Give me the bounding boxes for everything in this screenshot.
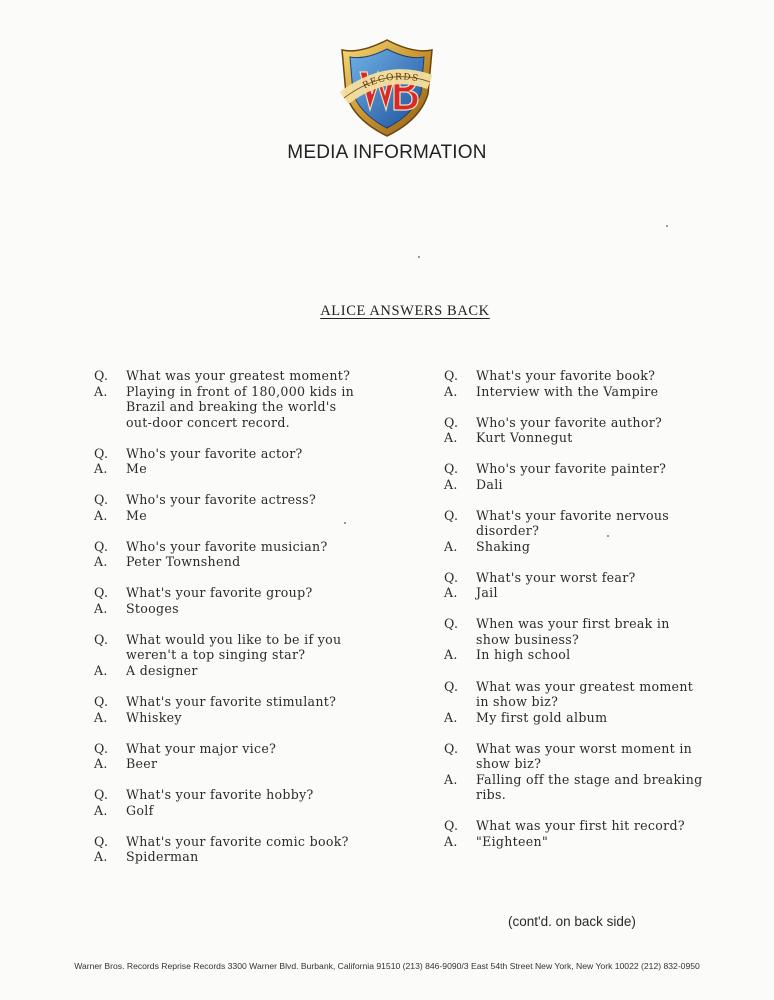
question-label: Q.: [444, 616, 459, 632]
question-label: Q.: [94, 492, 109, 508]
answer-label: A.: [444, 709, 458, 725]
scan-speck: [344, 522, 346, 524]
answer-label: A.: [444, 538, 458, 554]
question-text: What's your favorite nervous: [476, 507, 670, 523]
question-label: Q.: [94, 538, 109, 554]
question-text: show business?: [476, 631, 580, 647]
question-label: Q.: [94, 740, 109, 756]
question-line: [444, 368, 734, 384]
right-qa-column: [444, 368, 734, 849]
answer-text: Golf: [126, 802, 154, 818]
answer-text: Peter Townshend: [126, 554, 241, 570]
answer-line: [94, 663, 394, 679]
qa-item: [444, 415, 734, 446]
question-label: Q.: [94, 787, 109, 803]
qa-item: [444, 679, 734, 726]
question-text: What was your greatest moment?: [126, 368, 351, 383]
qa-item: [94, 368, 394, 430]
answer-line: [94, 554, 394, 570]
qa-item: [444, 818, 734, 849]
question-line: [94, 787, 394, 803]
answer-line: [444, 772, 734, 788]
question-label: [94, 647, 126, 663]
question-label: [444, 694, 476, 710]
question-label: [444, 756, 476, 772]
question-text: What's your favorite group?: [126, 585, 313, 601]
qa-item: [94, 539, 394, 570]
question-text: disorder?: [476, 523, 540, 539]
answer-line: [94, 849, 394, 865]
answer-label: A.: [444, 585, 458, 601]
answer-line: [94, 508, 394, 524]
answer-text: ribs.: [476, 787, 507, 803]
qa-item: [444, 570, 734, 601]
qa-item: [444, 741, 734, 803]
answer-label: A.: [94, 554, 108, 570]
question-line: [444, 632, 734, 648]
answer-label: A.: [444, 430, 458, 446]
question-text: Who's your favorite painter?: [476, 461, 667, 477]
document-heading: ALICE ANSWERS BACK: [320, 303, 490, 319]
answer-line: [444, 647, 734, 663]
answer-line: [94, 384, 394, 400]
answer-label: A.: [444, 476, 458, 492]
answer-line: [94, 803, 394, 819]
warner-bros-records-logo: [336, 36, 438, 140]
scan-speck: [666, 225, 668, 227]
question-text: When was your first break in: [476, 616, 670, 632]
question-label: Q.: [444, 678, 459, 694]
answer-label: A.: [94, 461, 108, 477]
answer-text: Me: [126, 461, 147, 477]
question-line: [444, 461, 734, 477]
question-label: Q.: [444, 507, 459, 523]
answer-label: A.: [94, 662, 108, 678]
answer-line: [444, 834, 734, 850]
scan-speck: [418, 256, 420, 258]
question-text: What's your favorite book?: [476, 368, 656, 383]
answer-label: A.: [444, 383, 458, 399]
answer-label: A.: [94, 709, 108, 725]
question-text: What's your favorite stimulant?: [126, 694, 337, 710]
question-text: What your major vice?: [126, 740, 277, 756]
footer-address: Warner Bros. Records Reprise Records 3300 Warner Blvd. Burbank, California 91510 (213) 846-9090/3 East 54th Street New York, New York 10022 (212) 832-0950: [74, 961, 700, 971]
answer-line: [444, 477, 734, 493]
question-text: What would you like to be if you: [126, 631, 342, 647]
answer-text: Beer: [126, 756, 158, 772]
question-text: What was your greatest moment: [476, 678, 694, 694]
answer-label: A.: [94, 756, 108, 772]
answer-text: Me: [126, 507, 147, 523]
question-text: Who's your favorite author?: [476, 414, 663, 430]
question-line: [444, 756, 734, 772]
qa-item: [94, 492, 394, 523]
answer-label: A.: [444, 647, 458, 663]
question-line: [444, 570, 734, 586]
qa-item: [94, 585, 394, 616]
answer-label: A.: [444, 771, 458, 787]
question-text: Who's your favorite musician?: [126, 538, 328, 554]
question-text: What's your favorite hobby?: [126, 787, 314, 803]
qa-item: [94, 834, 394, 865]
question-line: [94, 446, 394, 462]
question-label: Q.: [444, 461, 459, 477]
answer-text: My first gold album: [476, 709, 608, 725]
answer-label: A.: [444, 833, 458, 849]
question-line: [444, 508, 734, 524]
logo-ribbon-text: RECORDS: [361, 72, 420, 92]
question-label: Q.: [444, 368, 459, 383]
answer-text: In high school: [476, 647, 571, 663]
answer-line: [444, 539, 734, 555]
answer-label: [94, 415, 126, 431]
question-line: [94, 632, 394, 648]
answer-text: A designer: [126, 662, 198, 678]
answer-line: [94, 399, 394, 415]
answer-line: [444, 585, 734, 601]
answer-label: [444, 787, 476, 803]
question-label: Q.: [94, 445, 109, 461]
question-text: Who's your favorite actress?: [126, 492, 317, 508]
left-qa-column: [94, 368, 394, 865]
qa-item: [444, 508, 734, 555]
answer-text: Shaking: [476, 538, 531, 554]
answer-label: A.: [94, 600, 108, 616]
answer-label: A.: [94, 507, 108, 523]
answer-text: Interview with the Vampire: [476, 383, 659, 399]
question-line: [444, 694, 734, 710]
scan-speck: [607, 535, 609, 537]
question-text: show biz?: [476, 756, 542, 772]
question-text: weren't a top singing star?: [126, 647, 306, 663]
question-label: [444, 523, 476, 539]
answer-text: Whiskey: [126, 709, 182, 725]
question-label: Q.: [444, 569, 459, 585]
answer-text: Falling off the stage and breaking: [476, 771, 703, 787]
question-line: [94, 647, 394, 663]
answer-line: [94, 461, 394, 477]
question-label: Q.: [444, 740, 459, 756]
qa-item: [94, 446, 394, 477]
answer-text: Stooges: [126, 600, 179, 616]
answer-line: [444, 384, 734, 400]
question-line: [94, 834, 394, 850]
question-line: [94, 694, 394, 710]
question-label: Q.: [444, 414, 459, 430]
question-line: [94, 368, 394, 384]
answer-text: Jail: [476, 585, 498, 601]
answer-line: [444, 787, 734, 803]
answer-line: [444, 430, 734, 446]
question-line: [444, 616, 734, 632]
question-label: Q.: [94, 694, 109, 710]
question-text: What was your worst moment in: [476, 740, 693, 756]
question-line: [444, 741, 734, 757]
answer-line: [444, 710, 734, 726]
answer-line: [94, 601, 394, 617]
qa-item: [444, 616, 734, 663]
answer-text: "Eighteen": [476, 833, 549, 849]
qa-item: [94, 694, 394, 725]
answer-label: A.: [94, 383, 108, 399]
answer-text: Kurt Vonnegut: [476, 430, 573, 446]
question-line: [444, 679, 734, 695]
question-label: [444, 632, 476, 648]
question-text: What's your favorite comic book?: [126, 833, 349, 849]
media-information-title: MEDIA INFORMATION: [287, 142, 487, 163]
qa-item: [94, 741, 394, 772]
question-label: Q.: [444, 818, 459, 834]
question-line: [444, 818, 734, 834]
question-line: [94, 741, 394, 757]
question-line: [444, 523, 734, 539]
answer-line: [94, 756, 394, 772]
answer-label: A.: [94, 849, 108, 865]
question-label: Q.: [94, 585, 109, 601]
question-label: Q.: [94, 631, 109, 647]
qa-item: [94, 632, 394, 679]
question-text: in show biz?: [476, 694, 559, 710]
continued-note: (cont'd. on back side): [508, 914, 636, 929]
question-line: [94, 585, 394, 601]
qa-item: [444, 461, 734, 492]
qa-item: [444, 368, 734, 399]
answer-label: A.: [94, 802, 108, 818]
answer-text: out-door concert record.: [126, 414, 290, 430]
qa-item: [94, 787, 394, 818]
answer-text: Dali: [476, 476, 503, 492]
question-label: Q.: [94, 368, 109, 383]
question-label: Q.: [94, 833, 109, 849]
answer-label: [94, 399, 126, 415]
question-text: Who's your favorite actor?: [126, 445, 303, 461]
question-line: [444, 415, 734, 431]
question-line: [94, 539, 394, 555]
question-text: What's your worst fear?: [476, 569, 636, 585]
answer-text: Brazil and breaking the world's: [126, 399, 337, 414]
answer-line: [94, 415, 394, 431]
answer-text: Spiderman: [126, 849, 199, 865]
question-line: [94, 492, 394, 508]
answer-text: Playing in front of 180,000 kids in: [126, 383, 355, 399]
answer-line: [94, 710, 394, 726]
question-text: What was your first hit record?: [476, 818, 685, 834]
